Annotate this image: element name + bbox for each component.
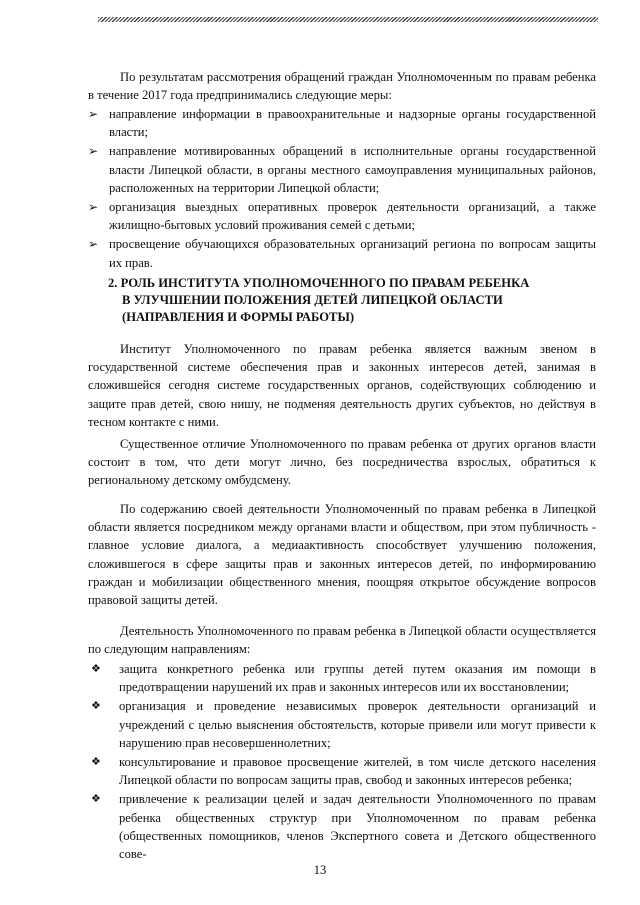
body-paragraph: Существенное отличие Уполномоченного по правам ребенка от других органов власти состоит в том, что дети могут лично, без посредничества взрослых, обратиться к региональному детскому омбудсмену. [88,437,596,488]
arrow-bullet-icon: ➢ [88,200,99,215]
arrow-bullet-icon: ➢ [88,237,99,252]
body-paragraph: Институт Уполномоченного по правам ребенка является важным звеном в государственной системе обеспечения прав и законных интересов детей, занимая в сложившейся сегодня системе государственных органов, содействующих соблюдению и защите прав детей, свою нишу, не подменяя деятельность других субъектов, но действуя в тесном контакте с ними. [88,342,596,429]
section-heading-line: В УЛУЧШЕНИИ ПОЛОЖЕНИЯ ДЕТЕЙ ЛИПЕЦКОЙ ОБЛАСТИ [122,293,503,307]
body-paragraph: Деятельность Уполномоченного по правам ребенка в Липецкой области осуществляется по следующим направлениям: [88,624,596,657]
list-item: ❖ защита конкретного ребенка или группы детей путем оказания им помощи в предотвращении нарушений их прав и законных интересов или их восстановлении; [91,662,596,695]
list-item: ➢ просвещение обучающихся образовательных организаций региона по вопросам защиты их прав. [88,237,596,270]
diamond-bullet-icon: ❖ [91,793,100,806]
measures-list [88,105,596,273]
section-heading-line: 2. РОЛЬ ИНСТИТУТА УПОЛНОМОЧЕННОГО ПО ПРАВАМ РЕБЕНКА [108,276,530,290]
header-hatched-rule [98,17,598,22]
list-item: ❖ консультирование и правовое просвещение жителей, в том числе детского населения Липецкой области по вопросам защиты прав, свобод и законных интересов ребенка; [91,755,596,788]
list-item: ❖ организация и проведение независимых проверок деятельности организаций и учреждений с целью выяснения обстоятельств, которые привели или могут привести к нарушению прав несовершеннолетних; [91,699,596,750]
list-item: ➢ организация выездных оперативных проверок деятельности организаций, а также жилищно-бытовых условий проживания семей с детьми; [88,200,596,233]
arrow-bullet-icon: ➢ [88,144,99,159]
intro-paragraph: По результатам рассмотрения обращений граждан Уполномоченным по правам ребенка в течение 2017 года предпринимались следующие меры: [88,70,596,103]
diamond-bullet-icon: ❖ [91,756,100,769]
page-number: 13 [313,863,327,877]
directions-list [88,660,596,864]
list-item: ➢ направление мотивированных обращений в исполнительные органы государственной власти Липецкой области, в органы местного самоуправления муниципальных районов, расположенных на территории Липецкой области; [88,144,596,195]
section-heading-line: (НАПРАВЛЕНИЯ И ФОРМЫ РАБОТЫ) [122,310,355,324]
list-item: ➢ направление информации в правоохранительные и надзорные органы государственной власти; [88,107,596,140]
diamond-bullet-icon: ❖ [91,663,100,675]
diamond-bullet-icon: ❖ [91,700,100,713]
body-paragraph: По содержанию своей деятельности Уполномоченный по правам ребенка в Липецкой области является посредником между органами власти и обществом, при этом публичность - главное условие диалога, а медиаактивность способствует улучшению положения, сложившегося в сфере защиты прав и законных интересов детей, по информированию граждан и мобилизации общественного мнения, поощряя открытое обсуждение вопросов правовой защиты детей. [88,502,596,608]
list-item: ❖ привлечение к реализации целей и задач деятельности Уполномоченного по правам ребенка общественных структур при Уполномоченном по правам ребенка (общественных помощников, членов Экспертного совета и Детского общественного сове- [91,792,596,862]
section-heading [108,275,578,326]
arrow-bullet-icon: ➢ [88,107,99,121]
